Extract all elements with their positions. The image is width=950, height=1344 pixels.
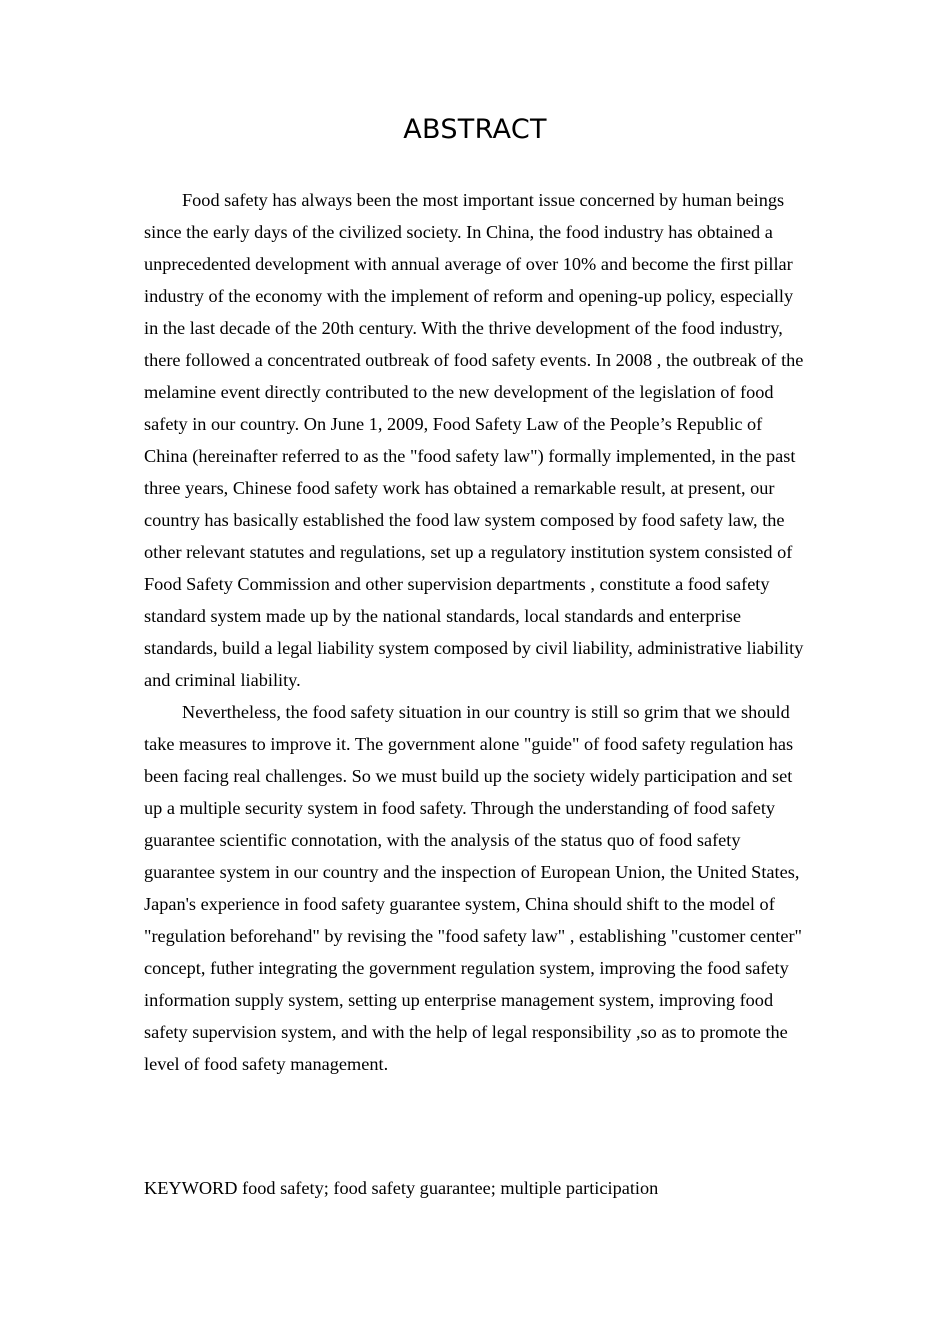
abstract-paragraph-1: Food safety has always been the most important issue concerned by human beings since the early days of the civilized society. In China, the food industry has obtained a unprecedented development with annual average of over 10% and become the first pillar industry of the economy with the implement of reform and opening-up policy, especially in the last decade of the 20th century. With the thrive development of the food industry, there followed a concentrated outbreak of food safety events. In 2008 , the outbreak of the melamine event directly contributed to the new development of the legislation of food safety in our country. On June 1, 2009, Food Safety Law of the People’s Republic of China (hereinafter referred to as the "food safety law") formally implemented, in the past three years, Chinese food safety work has obtained a remarkable result, at present, our country has basically established the food law system composed by food safety law, the other relevant statutes and regulations, set up a regulatory institution system consisted of Food Safety Commission and other supervision departments , constitute a food safety standard system made up by the national standards, local standards and enterprise standards, build a legal liability system composed by civil liability, administrative liability and criminal liability. (144, 190, 804, 690)
keywords-line: KEYWORD food safety; food safety guarantee; multiple participation (144, 1178, 659, 1198)
abstract-title: ABSTRACT (403, 114, 547, 145)
abstract-body (144, 184, 808, 1080)
abstract-paragraph-2: Nevertheless, the food safety situation in our country is still so grim that we should take measures to improve it. The government alone "guide" of food safety regulation has been facing real challenges. So we must build up the society widely participation and set up a multiple security system in food safety. Through the understanding of food safety guarantee scientific connotation, with the analysis of the status quo of food safety guarantee system in our country and the inspection of European Union, the United States, Japan's experience in food safety guarantee system, China should shift to the model of "regulation beforehand" by revising the "food safety law" , establishing "customer center" concept, futher integrating the government regulation system, improving the food safety information supply system, setting up enterprise management system, improving food safety supervision system, and with the help of legal responsibility ,so as to promote the level of food safety management. (144, 702, 803, 1074)
